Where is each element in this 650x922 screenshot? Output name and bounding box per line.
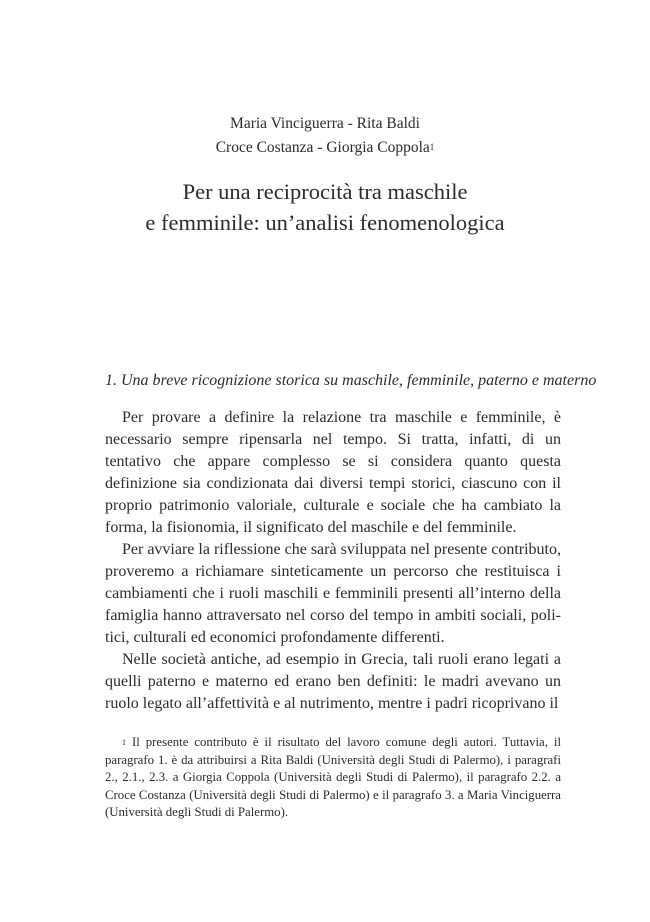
authors-line-1: Maria Vinciguerra - Rita Baldi [230,115,420,132]
section-heading: 1. Una breve ricognizione storica su maschile, femminile, paterno e materno [105,372,597,389]
title-line-1: Per una reciprocità tra maschile [182,179,468,204]
paper-title [0,176,650,238]
authors-line-2 [0,136,650,160]
body-text [105,407,561,715]
body-paragraph-3: Nelle società antiche, ad esempio in Grecia, tali ruoli erano legati a quelli paterno e materno ed erano ben definiti: le madri avevano un ruolo legato all’affettività e al nutrimento, mentre i padri ricoprivano il [105,651,561,712]
authors-line-2-text: Croce Costanza - Giorgia Coppola [215,139,430,156]
footnote-paragraph [105,734,561,822]
body-paragraph-1: Per provare a definire la relazione tra maschile e femminile, è necessario sempre ripensarla nel tempo. Si tratta, infatti, di un tentativo che appare complesso se si considera quanto questa definizione sia condizionata dai diversi tempi storici, ciascuno con il proprio patrimonio valoriale, culturale e sociale che ha cambiato la forma, la fisionomia, il significato del maschile e del femminile. [105,409,561,536]
author-list [0,112,650,160]
body-paragraph-2: Per avviare la riflessione che sarà sviluppata nel presente contributo, proveremo a richiamare sinteticamente un percorso che restituisca i cambiamenti che i ruoli maschili e femminili presenti all’interno della famiglia hanno attraversato nel corso del tempo in ambiti sociali, politici, culturali ed economici profondamente differenti. [105,541,561,646]
footnote-text: Il presente contributo è il risultato del lavoro comune degli autori. Tuttavia, il paragrafo 1. è da attribuirsi a Rita Baldi (Università degli Studi di Palermo), i paragrafi 2., 2.1., 2.3. a Giorgia Coppola (Università degli Studi di Palermo), il paragrafo 2.2. a Croce Costanza (Università degli Studi di Palermo) e il paragrafo 3. a Maria Vinciguerra (Università degli Studi di Palermo). [105,735,561,819]
title-line-2: e femminile: un’analisi fenomenologica [145,210,505,235]
footnote-marker: 1 [122,738,126,747]
author-footnote-marker: 1 [429,142,435,152]
footnote [105,734,561,822]
